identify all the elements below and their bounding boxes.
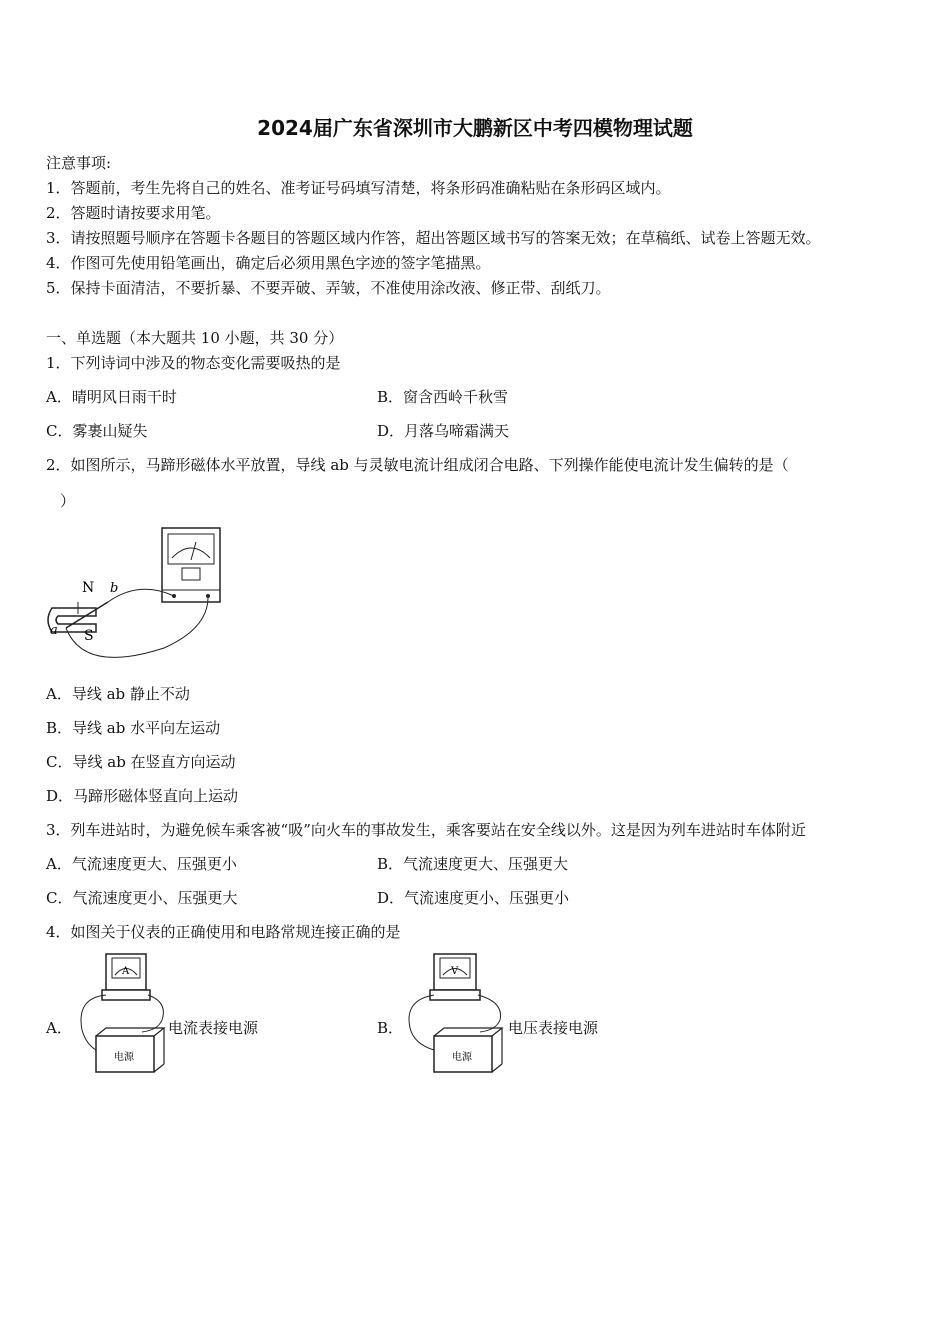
q3-option-c: C．气流速度更小、压强更大 <box>46 889 238 907</box>
q3-option-d: D．气流速度更小、压强更小 <box>377 889 570 907</box>
ammeter-figure <box>72 950 168 1076</box>
q4-option-a-letter: A． <box>46 1019 72 1037</box>
q4-option-b-text: 电压表接电源 <box>508 1019 599 1037</box>
q2-option-d: D．马蹄形磁体竖直向上运动 <box>46 787 239 805</box>
south-pole-label: S <box>84 628 94 644</box>
q2-option-c: C．导线 ab 在竖直方向运动 <box>46 753 236 771</box>
q4-option-b-letter: B． <box>377 1019 404 1037</box>
power-source-label: 电源 <box>452 1052 472 1063</box>
q3-option-a: A．气流速度更大、压强更小 <box>46 855 237 873</box>
page-title: 2024届广东省深圳市大鹏新区中考四模物理试题 <box>257 116 693 140</box>
q1-option-b: B．窗含西岭千秋雪 <box>377 388 509 406</box>
voltmeter-symbol: V <box>451 966 459 977</box>
power-source-label: 电源 <box>114 1052 134 1063</box>
question-2-stem-end: ） <box>60 492 76 510</box>
question-4-stem: 4．如图关于仪表的正确使用和电路常规连接正确的是 <box>46 923 401 941</box>
q2-option-b: B．导线 ab 水平向左运动 <box>46 719 221 737</box>
q1-option-d: D．月落乌啼霜满天 <box>377 422 510 440</box>
wire-end-b-label: b <box>110 581 119 596</box>
notice-item: 4．作图可先使用铅笔画出，确定后必须用黑色字迹的签字笔描黑。 <box>46 254 491 272</box>
section-heading: 一、单选题（本大题共 10 小题，共 30 分） <box>46 329 344 347</box>
north-pole-label: N <box>82 580 95 596</box>
notice-item: 5．保持卡面清洁，不要折暴、不要弄破、弄皱，不准使用涂改液、修正带、刮纸刀。 <box>46 279 611 297</box>
wire-end-a-label: a <box>50 623 58 638</box>
q1-option-c: C．雾裹山疑失 <box>46 422 148 440</box>
ammeter-symbol: A <box>122 966 130 977</box>
voltmeter-figure <box>404 950 508 1076</box>
notice-heading: 注意事项: <box>46 154 112 172</box>
q3-option-b: B．气流速度更大、压强更大 <box>377 855 569 873</box>
question-1-stem: 1．下列诗词中涉及的物态变化需要吸热的是 <box>46 354 341 372</box>
q4-option-a-text: 电流表接电源 <box>168 1019 259 1037</box>
notice-item: 1．答题前，考生先将自己的姓名、准考证号码填写清楚，将条形码准确粘贴在条形码区域内。 <box>46 179 671 197</box>
notice-item: 2．答题时请按要求用笔。 <box>46 204 221 222</box>
q2-option-a: A．导线 ab 静止不动 <box>46 685 190 703</box>
magnet-galvanometer-figure <box>44 524 226 658</box>
notice-item: 3．请按照题号顺序在答题卡各题目的答题区域内作答，超出答题区域书写的答案无效；在草稿纸、试卷上答题无效。 <box>46 229 821 247</box>
q1-option-a: A．晴明风日雨干时 <box>46 388 177 406</box>
question-2-stem: 2．如图所示，马蹄形磁体水平放置，导线 ab 与灵敏电流计组成闭合电路、下列操作能使电流计发生偏转的是（ <box>46 456 789 474</box>
question-3-stem: 3．列车进站时，为避免候车乘客被“吸”向火车的事故发生，乘客要站在安全线以外。这是因为列车进站时车体附近 <box>46 821 806 839</box>
